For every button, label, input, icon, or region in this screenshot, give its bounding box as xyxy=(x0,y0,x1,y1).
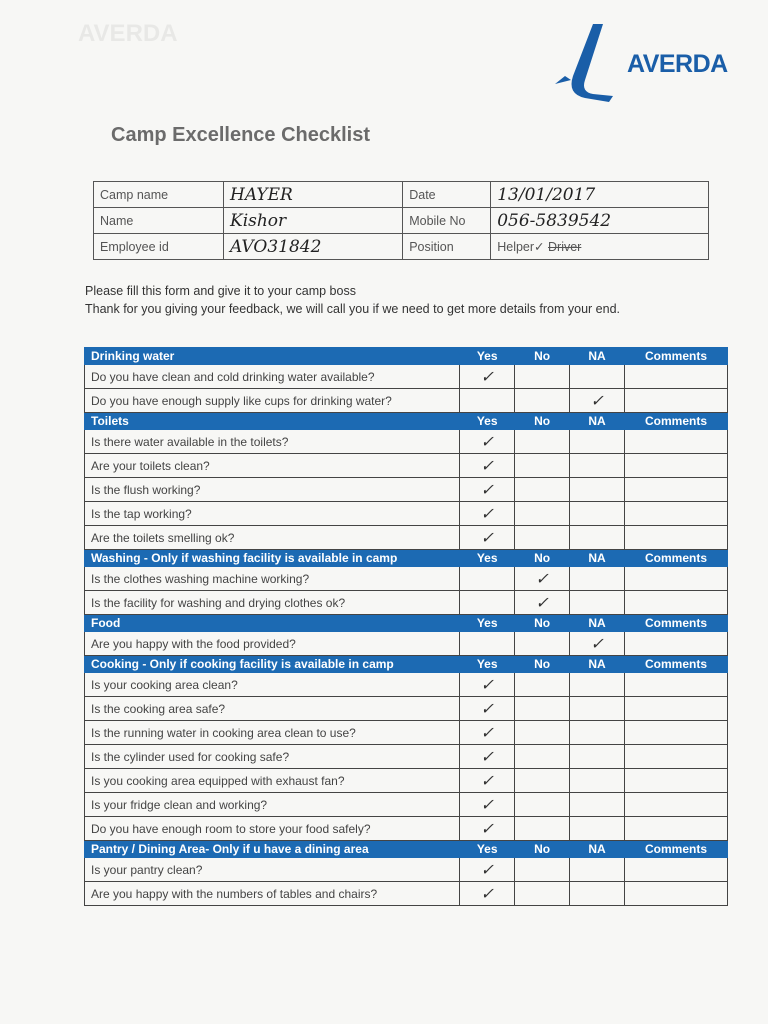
answer-no-cell[interactable] xyxy=(515,389,570,413)
question-row xyxy=(85,389,728,413)
answer-no-cell[interactable] xyxy=(515,697,570,721)
logo-text: AVERDA xyxy=(627,50,728,78)
answer-no-cell[interactable] xyxy=(515,793,570,817)
question-text: Is the flush working? xyxy=(85,478,460,502)
answer-na-cell[interactable] xyxy=(570,745,625,769)
column-header-yes: Yes xyxy=(460,615,515,632)
answer-na-cell[interactable] xyxy=(570,673,625,697)
column-header-yes: Yes xyxy=(460,841,515,858)
answer-yes-cell[interactable] xyxy=(460,591,515,615)
answer-yes-cell[interactable]: ✓ xyxy=(460,793,515,817)
mobile-label: Mobile No xyxy=(403,208,491,234)
column-header-na: NA xyxy=(570,615,625,632)
answer-yes-cell[interactable]: ✓ xyxy=(460,502,515,526)
question-row xyxy=(85,567,728,591)
answer-na-cell[interactable] xyxy=(570,858,625,882)
answer-na-cell[interactable] xyxy=(570,478,625,502)
answer-no-cell[interactable] xyxy=(515,502,570,526)
comments-cell[interactable] xyxy=(625,454,728,478)
question-text: Are you happy with the numbers of tables and chairs? xyxy=(85,882,460,906)
question-text: Is the facility for washing and drying clothes ok? xyxy=(85,591,460,615)
question-row xyxy=(85,745,728,769)
comments-cell[interactable] xyxy=(625,526,728,550)
column-header-yes: Yes xyxy=(460,413,515,430)
employee-id-field[interactable]: AVO31842 xyxy=(224,234,403,260)
answer-na-cell[interactable] xyxy=(570,365,625,389)
column-header-na: NA xyxy=(570,550,625,567)
answer-yes-cell[interactable]: ✓ xyxy=(460,858,515,882)
position-helper-option: Helper xyxy=(497,240,535,254)
answer-na-cell[interactable]: ✓ xyxy=(570,632,625,656)
answer-yes-cell[interactable]: ✓ xyxy=(460,526,515,550)
answer-no-cell[interactable] xyxy=(515,478,570,502)
answer-no-cell[interactable]: ✓ xyxy=(515,567,570,591)
averda-logo-mark-icon xyxy=(555,18,635,103)
section-header xyxy=(85,550,728,567)
position-field[interactable] xyxy=(491,234,709,260)
question-text: Is the cooking area safe? xyxy=(85,697,460,721)
instructions-line-1: Please fill this form and give it to your camp boss xyxy=(85,284,356,298)
comments-cell[interactable] xyxy=(625,673,728,697)
question-text: Is your fridge clean and working? xyxy=(85,793,460,817)
ghost-logo: AVERDA xyxy=(78,20,178,47)
page-title: Camp Excellence Checklist xyxy=(111,124,371,146)
answer-yes-cell[interactable]: ✓ xyxy=(460,673,515,697)
section-header xyxy=(85,615,728,632)
section-header xyxy=(85,656,728,673)
question-text: Is the tap working? xyxy=(85,502,460,526)
question-text: Do you have clean and cold drinking water available? xyxy=(85,365,460,389)
camp-name-label: Camp name xyxy=(94,182,224,208)
section-title: Toilets xyxy=(85,413,460,430)
answer-yes-cell[interactable] xyxy=(460,567,515,591)
section-title: Cooking - Only if cooking facility is available in camp xyxy=(85,656,460,673)
column-header-yes: Yes xyxy=(460,550,515,567)
question-row xyxy=(85,882,728,906)
column-header-no: No xyxy=(515,615,570,632)
question-row xyxy=(85,454,728,478)
answer-no-cell[interactable] xyxy=(515,882,570,906)
answer-yes-cell[interactable]: ✓ xyxy=(460,721,515,745)
answer-yes-cell[interactable]: ✓ xyxy=(460,365,515,389)
column-header-no: No xyxy=(515,413,570,430)
answer-no-cell[interactable] xyxy=(515,721,570,745)
column-header-na: NA xyxy=(570,413,625,430)
answer-na-cell[interactable] xyxy=(570,591,625,615)
question-row xyxy=(85,858,728,882)
instructions xyxy=(85,282,620,318)
answer-yes-cell[interactable]: ✓ xyxy=(460,769,515,793)
answer-yes-cell[interactable]: ✓ xyxy=(460,745,515,769)
column-header-yes: Yes xyxy=(460,348,515,365)
answer-no-cell[interactable] xyxy=(515,745,570,769)
date-label: Date xyxy=(403,182,491,208)
question-text: Is you cooking area equipped with exhaust fan? xyxy=(85,769,460,793)
answer-yes-cell[interactable] xyxy=(460,389,515,413)
section-header xyxy=(85,348,728,365)
question-row xyxy=(85,721,728,745)
answer-na-cell[interactable] xyxy=(570,721,625,745)
answer-na-cell[interactable] xyxy=(570,430,625,454)
position-label: Position xyxy=(403,234,491,260)
question-text: Is your pantry clean? xyxy=(85,858,460,882)
section-title: Washing - Only if washing facility is available in camp xyxy=(85,550,460,567)
answer-na-cell[interactable]: ✓ xyxy=(570,389,625,413)
answer-no-cell[interactable] xyxy=(515,769,570,793)
comments-cell[interactable] xyxy=(625,591,728,615)
question-text: Is there water available in the toilets? xyxy=(85,430,460,454)
position-check-mark: ✓ xyxy=(534,240,545,254)
answer-no-cell[interactable] xyxy=(515,858,570,882)
comments-cell[interactable] xyxy=(625,567,728,591)
answer-yes-cell[interactable]: ✓ xyxy=(460,882,515,906)
answer-yes-cell[interactable]: ✓ xyxy=(460,478,515,502)
comments-cell[interactable] xyxy=(625,365,728,389)
answer-yes-cell[interactable]: ✓ xyxy=(460,817,515,841)
question-text: Are the toilets smelling ok? xyxy=(85,526,460,550)
question-text: Is the cylinder used for cooking safe? xyxy=(85,745,460,769)
question-text: Are your toilets clean? xyxy=(85,454,460,478)
section-header xyxy=(85,841,728,858)
answer-yes-cell[interactable] xyxy=(460,632,515,656)
answer-no-cell[interactable] xyxy=(515,365,570,389)
question-text: Do you have enough supply like cups for drinking water? xyxy=(85,389,460,413)
camp-name-field[interactable]: HAYER xyxy=(224,182,403,208)
averda-logo xyxy=(555,18,735,103)
comments-cell[interactable] xyxy=(625,430,728,454)
question-row xyxy=(85,502,728,526)
employee-id-label: Employee id xyxy=(94,234,224,260)
answer-na-cell[interactable] xyxy=(570,769,625,793)
column-header-na: NA xyxy=(570,656,625,673)
name-label: Name xyxy=(94,208,224,234)
column-header-na: NA xyxy=(570,348,625,365)
column-header-yes: Yes xyxy=(460,656,515,673)
answer-yes-cell[interactable]: ✓ xyxy=(460,454,515,478)
instructions-line-2: Thank for you giving your feedback, we will call you if we need to get more details from your end. xyxy=(85,302,620,316)
comments-cell[interactable] xyxy=(625,769,728,793)
column-header-no: No xyxy=(515,348,570,365)
question-text: Is your cooking area clean? xyxy=(85,673,460,697)
answer-no-cell[interactable] xyxy=(515,632,570,656)
position-driver-option: Driver xyxy=(548,240,582,254)
question-row xyxy=(85,591,728,615)
question-row xyxy=(85,673,728,697)
column-header-comments: Comments xyxy=(625,348,728,365)
employee-info-table xyxy=(93,181,709,260)
comments-cell[interactable] xyxy=(625,389,728,413)
answer-yes-cell[interactable]: ✓ xyxy=(460,430,515,454)
question-row xyxy=(85,793,728,817)
comments-cell[interactable] xyxy=(625,632,728,656)
question-row xyxy=(85,430,728,454)
answer-na-cell[interactable] xyxy=(570,567,625,591)
answer-no-cell[interactable] xyxy=(515,673,570,697)
comments-cell[interactable] xyxy=(625,858,728,882)
column-header-comments: Comments xyxy=(625,615,728,632)
column-header-comments: Comments xyxy=(625,413,728,430)
checklist-table xyxy=(84,347,728,906)
column-header-na: NA xyxy=(570,841,625,858)
answer-na-cell[interactable] xyxy=(570,793,625,817)
answer-no-cell[interactable]: ✓ xyxy=(515,591,570,615)
answer-na-cell[interactable] xyxy=(570,817,625,841)
section-title: Pantry / Dining Area- Only if u have a dining area xyxy=(85,841,460,858)
question-row xyxy=(85,526,728,550)
comments-cell[interactable] xyxy=(625,817,728,841)
comments-cell[interactable] xyxy=(625,478,728,502)
answer-no-cell[interactable] xyxy=(515,817,570,841)
column-header-comments: Comments xyxy=(625,550,728,567)
answer-na-cell[interactable] xyxy=(570,502,625,526)
comments-cell[interactable] xyxy=(625,697,728,721)
question-row xyxy=(85,697,728,721)
comments-cell[interactable] xyxy=(625,745,728,769)
column-header-no: No xyxy=(515,550,570,567)
comments-cell[interactable] xyxy=(625,502,728,526)
column-header-no: No xyxy=(515,656,570,673)
answer-no-cell[interactable] xyxy=(515,526,570,550)
answer-na-cell[interactable] xyxy=(570,882,625,906)
question-text: Are you happy with the food provided? xyxy=(85,632,460,656)
question-row xyxy=(85,817,728,841)
question-row xyxy=(85,365,728,389)
question-row xyxy=(85,478,728,502)
question-text: Is the running water in cooking area clean to use? xyxy=(85,721,460,745)
answer-no-cell[interactable] xyxy=(515,430,570,454)
answer-na-cell[interactable] xyxy=(570,454,625,478)
mobile-field[interactable]: 056-5839542 xyxy=(491,208,709,234)
question-row xyxy=(85,632,728,656)
question-row xyxy=(85,769,728,793)
column-header-no: No xyxy=(515,841,570,858)
section-title: Food xyxy=(85,615,460,632)
answer-yes-cell[interactable]: ✓ xyxy=(460,697,515,721)
answer-na-cell[interactable] xyxy=(570,526,625,550)
question-text: Do you have enough room to store your food safely? xyxy=(85,817,460,841)
answer-no-cell[interactable] xyxy=(515,454,570,478)
column-header-comments: Comments xyxy=(625,841,728,858)
column-header-comments: Comments xyxy=(625,656,728,673)
comments-cell[interactable] xyxy=(625,793,728,817)
answer-na-cell[interactable] xyxy=(570,697,625,721)
question-text: Is the clothes washing machine working? xyxy=(85,567,460,591)
name-field[interactable]: Kishor xyxy=(224,208,403,234)
section-header xyxy=(85,413,728,430)
comments-cell[interactable] xyxy=(625,721,728,745)
section-title: Drinking water xyxy=(85,348,460,365)
date-field[interactable]: 13/01/2017 xyxy=(491,182,709,208)
comments-cell[interactable] xyxy=(625,882,728,906)
